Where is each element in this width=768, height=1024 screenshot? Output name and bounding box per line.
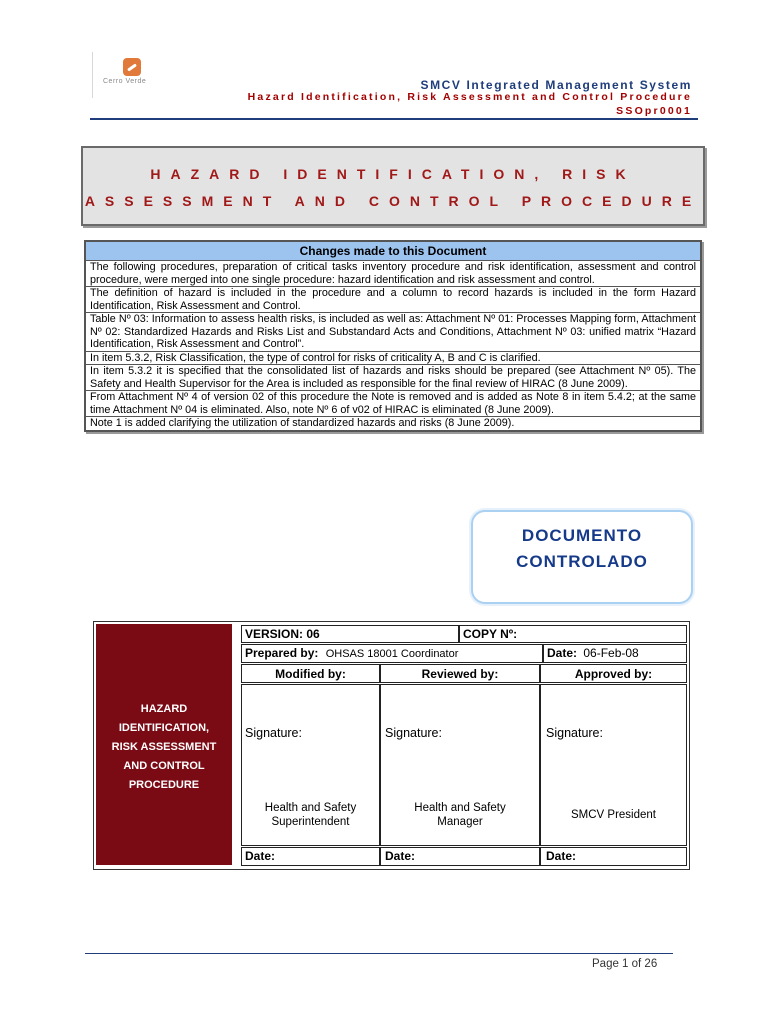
prepared-date-cell: Date: 06-Feb-08 <box>543 644 687 663</box>
header-procedure-name: Hazard Identification, Risk Assessment and Control Procedure <box>247 91 692 103</box>
page-number: Page 1 of 26 <box>592 958 658 970</box>
signature-label: Signature: <box>546 726 603 740</box>
logo-divider <box>92 52 93 98</box>
stamp-line-1: DOCUMENTO <box>521 526 643 545</box>
copy-number-cell: COPY Nº: <box>459 625 687 643</box>
controlled-document-stamp <box>471 510 693 604</box>
changes-heading: Changes made to this Document <box>86 242 700 261</box>
signature-label: Signature: <box>245 726 302 740</box>
document-title-line-2: ASSESSMENT AND CONTROL PROCEDURE <box>84 193 702 209</box>
changes-table <box>84 240 702 432</box>
reviewed-by-role: Health and Safety Manager <box>414 802 506 828</box>
modified-by-signature-cell <box>241 684 380 846</box>
cerro-verde-logo-icon <box>123 58 141 76</box>
approved-by-role: SMCV President <box>570 809 656 821</box>
document-title-line-1: HAZARD IDENTIFICATION, RISK <box>150 166 636 182</box>
header-doc-code: SSOpr0001 <box>616 105 692 117</box>
approved-date-cell: Date: <box>540 847 687 866</box>
change-row: Table Nº 03: Information to assess health risks, is included as well as: Attachment Nº 01: Processes Mapping form, Attachment Nº 02: Standardized Hazards and Risks List and Substandard Acts and Conditions, Attachment Nº 03: unified matrix “Hazard Identification, Risk Assessment and Control”. <box>86 313 700 352</box>
reviewed-date-cell: Date: <box>380 847 540 866</box>
modified-date-cell: Date: <box>241 847 380 866</box>
change-row: Note 1 is added clarifying the utilization of standardized hazards and risks (8 June 2009). <box>90 417 515 429</box>
change-row: From Attachment Nº 4 of version 02 of this procedure the Note is removed and is added as Note 8 in item 5.4.2; at the same time Attachment Nº 04 is eliminated. Also, note Nº 6 of v02 of HIRAC is eliminated (8 June 2009). <box>86 391 700 417</box>
prepared-by-cell: Prepared by: OHSAS 18001 Coordinator <box>241 644 543 663</box>
logo-text: Cerro Verde <box>103 78 147 85</box>
approved-by-signature-cell <box>540 684 687 846</box>
reviewed-by-header: Reviewed by: <box>380 664 540 683</box>
change-row: In item 5.3.2 it is specified that the consolidated list of hazards and risks should be prepared (see Attachment Nº 05). The Safety and Health Supervisor for the Area is included as responsible for the final review of HIRAC (8 June 2009). <box>86 365 700 391</box>
modified-by-header: Modified by: <box>241 664 380 683</box>
header-rule <box>90 118 698 120</box>
approved-by-header: Approved by: <box>540 664 687 683</box>
change-row: In item 5.3.2, Risk Classification, the type of control for risks of criticality A, B and C is clarified. <box>86 351 700 365</box>
modified-by-role: Health and Safety Superintendent <box>264 802 357 828</box>
stamp-line-2: CONTROLADO <box>516 552 648 571</box>
header-system-name: SMCV Integrated Management System <box>420 78 692 92</box>
change-row: The definition of hazard is included in the procedure and a column to record hazards is included in the form Hazard Identification, Risk Assessment and Control. <box>86 287 700 313</box>
document-title-box <box>81 146 705 226</box>
reviewed-by-signature-cell <box>380 684 540 846</box>
procedure-name-text: HAZARD IDENTIFICATION, RISK ASSESSMENT AND CONTROL PROCEDURE <box>111 703 217 791</box>
approval-block <box>93 621 690 870</box>
version-cell: VERSION: 06 <box>241 625 459 643</box>
change-row: The following procedures, preparation of critical tasks inventory procedure and risk identification, assessment and control procedure, were merged into one single procedure: hazard identification and risk assessment and control. <box>86 261 700 287</box>
signature-label: Signature: <box>385 726 442 740</box>
footer-rule <box>85 953 673 954</box>
procedure-name-panel <box>96 624 232 865</box>
